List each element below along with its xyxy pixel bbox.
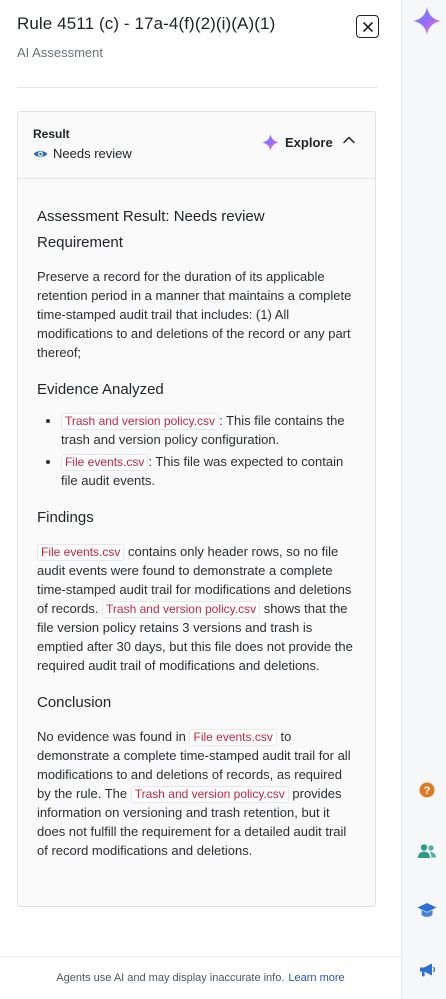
file-tag[interactable]: Trash and version policy.csv: [61, 413, 219, 430]
header-divider: [17, 87, 378, 88]
conclusion-segment: provides information on versioning and trash retention, but it does not fulfill the requirement for a detailed audit trail of record modifications and deletions.: [37, 786, 347, 858]
conclusion-segment: to demonstrate a complete time-stamped audit trail for all modifications to and deletions of records, as required by the rule. The: [37, 729, 351, 801]
ai-disclaimer-footer: [0, 956, 401, 999]
learn-more-link[interactable]: Learn more: [288, 972, 345, 984]
list-item: [61, 411, 356, 449]
findings-heading: Findings: [37, 509, 94, 526]
learning-button[interactable]: [413, 898, 441, 922]
explore-label: Explore: [285, 135, 333, 150]
close-button[interactable]: [356, 15, 379, 38]
help-icon: [419, 782, 435, 798]
page-title: Rule 4511 (c) - 17a-4(f)(2)(i)(A)(1): [17, 14, 276, 33]
sparkle-icon: [413, 7, 441, 35]
evidence-list: [37, 411, 356, 490]
file-tag[interactable]: File events.csv: [37, 544, 124, 561]
help-button[interactable]: [413, 778, 441, 802]
page-subtitle: AI Assessment: [17, 45, 103, 60]
panel-header: [17, 14, 383, 60]
findings-segment: shows that the file version policy retains 3 versions and trash is emptied after 30 days, but this file does not provide the required audit trail of modifications and deletions.: [37, 601, 353, 673]
conclusion-text: [37, 727, 356, 860]
assessment-body: [18, 179, 375, 860]
megaphone-icon: [418, 962, 436, 978]
agent-sparkle-button[interactable]: [413, 9, 441, 33]
people-button[interactable]: [413, 839, 441, 863]
file-tag[interactable]: File events.csv: [189, 729, 276, 746]
result-label: Result: [33, 127, 70, 141]
disclaimer-text: Agents use AI and may display inaccurate info.: [56, 972, 285, 984]
sparkle-icon: [262, 134, 279, 151]
file-tag[interactable]: Trash and version policy.csv: [131, 786, 289, 803]
requirement-text: Preserve a record for the duration of its applicable retention period in a manner that maintains a complete time-stamped audit trail that includes: (1) All modifications to and deletions of the record or any part thereof;: [37, 269, 352, 360]
findings-text: [37, 542, 356, 675]
assessment-heading: Assessment Result: Needs review: [37, 208, 265, 225]
close-icon: [363, 22, 373, 32]
evidence-text: : This file was expected to contain file audit events.: [61, 454, 344, 488]
svg-text:?: ?: [423, 785, 431, 797]
evidence-heading: Evidence Analyzed: [37, 381, 164, 398]
conclusion-segment: No evidence was found in: [37, 729, 190, 744]
conclusion-heading: Conclusion: [37, 694, 112, 711]
requirement-heading: Requirement: [37, 234, 123, 251]
file-tag[interactable]: File events.csv: [61, 454, 148, 471]
findings-segment: contains only header rows, so no file audit events were found to demonstrate a complete time-stamped audit trail for modifications and deletions of records.: [37, 544, 352, 616]
eye-icon: [33, 149, 48, 159]
list-item: [61, 452, 356, 490]
status-badge: [33, 146, 132, 161]
people-icon: [417, 843, 437, 859]
result-card: [17, 111, 376, 907]
result-card-header[interactable]: [18, 112, 375, 179]
explore-button[interactable]: [262, 134, 333, 151]
graduation-cap-icon: [417, 902, 437, 918]
chevron-up-icon[interactable]: [343, 136, 355, 144]
status-text: Needs review: [53, 146, 132, 161]
announcements-button[interactable]: [413, 958, 441, 982]
evidence-text: : This file contains the trash and version policy configuration.: [61, 413, 345, 447]
file-tag[interactable]: Trash and version policy.csv: [102, 601, 260, 618]
